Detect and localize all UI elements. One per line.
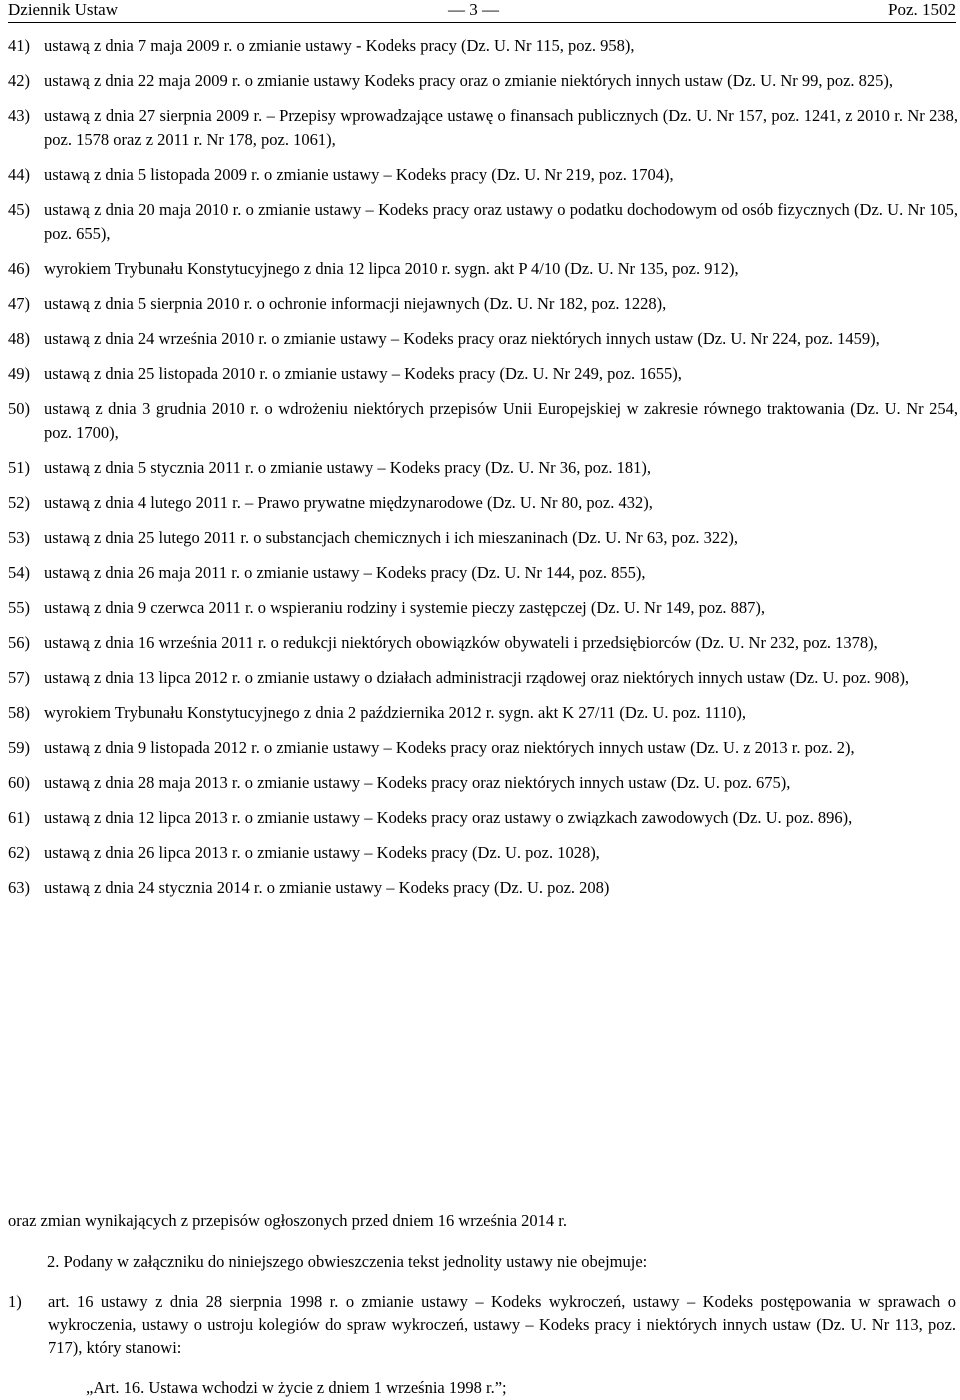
list-item xyxy=(8,596,958,620)
list-item xyxy=(8,198,958,246)
item-text: ustawą z dnia 22 maja 2009 r. o zmianie ustawy Kodeks pracy oraz o zmianie niektórych innych ustaw (Dz. U. Nr 99, poz. 825), xyxy=(44,71,894,90)
item-text: ustawą z dnia 26 maja 2011 r. o zmianie ustawy – Kodeks pracy (Dz. U. Nr 144, poz. 855), xyxy=(44,563,646,582)
item-text: ustawą z dnia 16 września 2011 r. o redukcji niektórych obowiązków obywateli i przedsiębiorców (Dz. U. Nr 232, poz. 1378), xyxy=(44,633,878,652)
item-number: 57) xyxy=(8,668,30,687)
item-text: art. 16 ustawy z dnia 28 sierpnia 1998 r. o zmianie ustawy – Kodeks wykroczeń, ustawy – Kodeks postępowania w sprawach o wykroczenia, ustawy o ustroju kolegiów do spraw wykroczeń, ustawy – Kodeks pracy i niektórych innych ustaw (Dz. U. Nr 113, poz. 717), który stanowi: xyxy=(48,1292,956,1357)
list-item xyxy=(8,456,958,480)
item-text: wyrokiem Trybunału Konstytucyjnego z dnia 2 października 2012 r. sygn. akt K 27/11 (Dz. U. poz. 1110), xyxy=(44,703,747,722)
item-text: ustawą z dnia 5 stycznia 2011 r. o zmianie ustawy – Kodeks pracy (Dz. U. Nr 36, poz. 181), xyxy=(44,458,651,477)
list-item xyxy=(8,666,958,690)
item-number: 41) xyxy=(8,36,30,55)
item-text: ustawą z dnia 25 listopada 2010 r. o zmianie ustawy – Kodeks pracy (Dz. U. Nr 249, poz. 1655), xyxy=(44,364,682,383)
closing-sentence: oraz zmian wynikających z przepisów ogłoszonych przed dniem 16 września 2014 r. xyxy=(8,1211,567,1230)
page-header xyxy=(8,0,956,23)
item-text: ustawą z dnia 24 stycznia 2014 r. o zmianie ustawy – Kodeks pracy (Dz. U. poz. 208) xyxy=(44,878,610,897)
item-number: 44) xyxy=(8,165,30,184)
list-item xyxy=(8,163,958,187)
list-item xyxy=(8,257,958,281)
list-item xyxy=(8,104,958,152)
list-item xyxy=(8,69,958,93)
item-text: ustawą z dnia 12 lipca 2013 r. o zmianie ustawy – Kodeks pracy oraz ustawy o związkach zawodowych (Dz. U. poz. 896), xyxy=(44,808,853,827)
list-item xyxy=(8,327,958,351)
item-number: 55) xyxy=(8,598,30,617)
list-item xyxy=(8,736,958,760)
item-number: 1) xyxy=(8,1292,22,1311)
page-number: — 3 — xyxy=(448,0,499,19)
item-number: 59) xyxy=(8,738,30,757)
item-number: 50) xyxy=(8,399,30,418)
item-number: 43) xyxy=(8,106,30,125)
item-text: ustawą z dnia 24 września 2010 r. o zmianie ustawy – Kodeks pracy oraz niektórych innych ustaw (Dz. U. Nr 224, poz. 1459), xyxy=(44,329,880,348)
item-number: 53) xyxy=(8,528,30,547)
list-item xyxy=(8,771,958,795)
item-text: ustawą z dnia 9 czerwca 2011 r. o wspieraniu rodziny i systemie pieczy zastępczej (Dz. U. Nr 149, poz. 887), xyxy=(44,598,766,617)
list-item xyxy=(8,806,958,830)
list-item xyxy=(8,701,958,725)
item-number: 60) xyxy=(8,773,30,792)
item-text: ustawą z dnia 20 maja 2010 r. o zmianie ustawy – Kodeks pracy oraz ustawy o podatku dochodowym od osób fizycznych (Dz. U. Nr 105, poz. 655), xyxy=(44,200,958,243)
item-number: 58) xyxy=(8,703,30,722)
item-number: 56) xyxy=(8,633,30,652)
item-text: ustawą z dnia 13 lipca 2012 r. o zmianie ustawy o działach administracji rządowej oraz niektórych innych ustaw (Dz. U. poz. 908), xyxy=(44,668,910,687)
list-item xyxy=(8,841,958,865)
exclusion-item xyxy=(8,1290,956,1359)
item-text: wyrokiem Trybunału Konstytucyjnego z dnia 12 lipca 2010 r. sygn. akt P 4/10 (Dz. U. Nr 135, poz. 912), xyxy=(44,259,739,278)
item-text: ustawą z dnia 25 lutego 2011 r. o substancjach chemicznych i ich mieszaninach (Dz. U. Nr 63, poz. 322), xyxy=(44,528,739,547)
item-text: ustawą z dnia 9 listopada 2012 r. o zmianie ustawy – Kodeks pracy oraz niektórych innych ustaw (Dz. U. z 2013 r. poz. 2), xyxy=(44,738,855,757)
list-item xyxy=(8,34,958,58)
item-text: ustawą z dnia 27 sierpnia 2009 r. – Przepisy wprowadzające ustawę o finansach publicznych (Dz. U. Nr 157, poz. 1241, z 2010 r. Nr 238, poz. 1578 oraz z 2011 r. Nr 178, poz. 1061), xyxy=(44,106,958,149)
item-text: ustawą z dnia 28 maja 2013 r. o zmianie ustawy – Kodeks pracy oraz niektórych innych ustaw (Dz. U. poz. 675), xyxy=(44,773,791,792)
list-item xyxy=(8,397,958,445)
item-text: ustawą z dnia 5 listopada 2009 r. o zmianie ustawy – Kodeks pracy (Dz. U. Nr 219, poz. 1704), xyxy=(44,165,674,184)
item-number: 52) xyxy=(8,493,30,512)
item-text: ustawą z dnia 3 grudnia 2010 r. o wdrożeniu niektórych przepisów Unii Europejskiej w zakresie równego traktowania (Dz. U. Nr 254, poz. 1700), xyxy=(44,399,958,442)
quoted-article: „Art. 16. Ustawa wchodzi w życie z dniem 1 września 1998 r.”; xyxy=(86,1378,507,1397)
item-number: 47) xyxy=(8,294,30,313)
item-number: 46) xyxy=(8,259,30,278)
list-item xyxy=(8,561,958,585)
item-number: 45) xyxy=(8,200,30,219)
journal-title: Dziennik Ustaw xyxy=(8,0,119,19)
list-item xyxy=(8,491,958,515)
item-number: 54) xyxy=(8,563,30,582)
item-number: 62) xyxy=(8,843,30,862)
item-number: 48) xyxy=(8,329,30,348)
item-number: 63) xyxy=(8,878,30,897)
item-text: ustawą z dnia 26 lipca 2013 r. o zmianie ustawy – Kodeks pracy (Dz. U. poz. 1028), xyxy=(44,843,600,862)
list-item xyxy=(8,292,958,316)
item-number: 61) xyxy=(8,808,30,827)
list-item xyxy=(8,362,958,386)
item-number: 49) xyxy=(8,364,30,383)
item-text: ustawą z dnia 7 maja 2009 r. o zmianie ustawy - Kodeks pracy (Dz. U. Nr 115, poz. 958), xyxy=(44,36,635,55)
amendment-list xyxy=(8,34,958,911)
paragraph-2: 2. Podany w załączniku do niniejszego obwieszczenia tekst jednolity ustawy nie obejmuje: xyxy=(47,1252,648,1271)
item-text: ustawą z dnia 4 lutego 2011 r. – Prawo prywatne międzynarodowe (Dz. U. Nr 80, poz. 432), xyxy=(44,493,653,512)
list-item xyxy=(8,631,958,655)
list-item xyxy=(8,876,958,900)
list-item xyxy=(8,526,958,550)
item-number: 42) xyxy=(8,71,30,90)
item-number: 51) xyxy=(8,458,30,477)
position-number: Poz. 1502 xyxy=(888,0,956,19)
item-text: ustawą z dnia 5 sierpnia 2010 r. o ochronie informacji niejawnych (Dz. U. Nr 182, poz. 1228), xyxy=(44,294,667,313)
